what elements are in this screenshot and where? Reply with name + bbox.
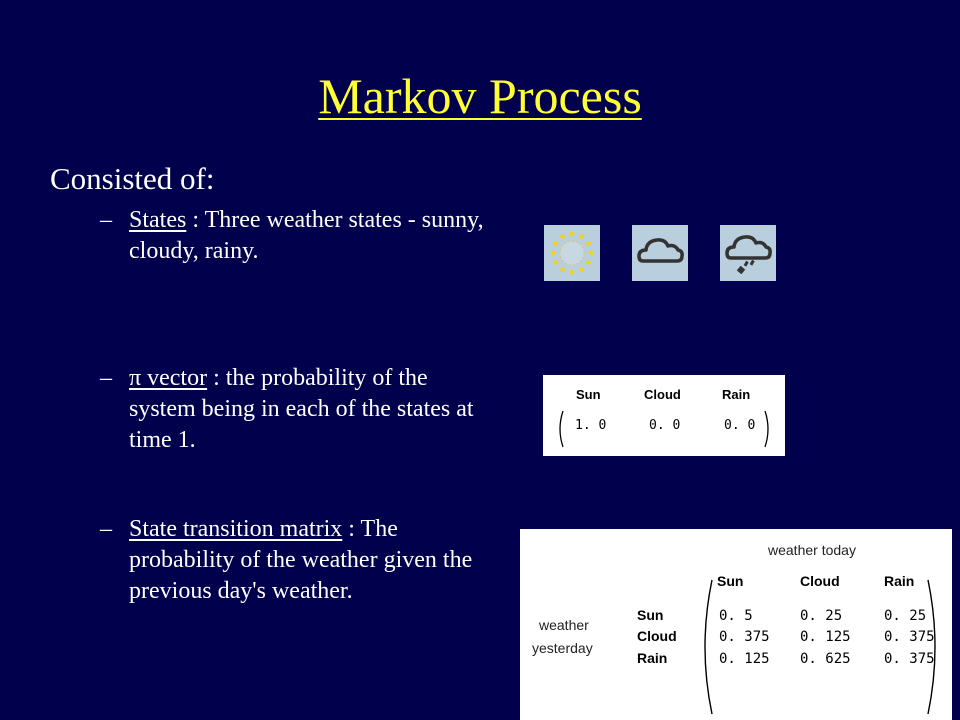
tm-cell: 0. 5	[719, 608, 753, 624]
bullet-dash: –	[100, 207, 112, 233]
bullet-states	[100, 205, 500, 267]
bullet-body	[129, 514, 500, 607]
pi-value-sun: 1. 0	[575, 418, 607, 433]
bullet-transition-matrix	[100, 514, 500, 607]
tm-cell: 0. 25	[884, 608, 927, 624]
bullet-text: : The probability of the weather given the previous day's weather.	[129, 516, 473, 604]
right-paren	[763, 409, 773, 449]
bullet-term: States	[129, 207, 187, 233]
tm-cell: 0. 375	[884, 629, 935, 645]
bullet-dash: –	[100, 365, 112, 391]
tm-cell: 0. 375	[719, 629, 770, 645]
bullet-dash: –	[100, 516, 112, 542]
transition-matrix-panel	[520, 529, 952, 720]
intro-text: Consisted of:	[50, 161, 215, 196]
bullet-body	[129, 363, 500, 456]
weather-today-label: weather today	[768, 542, 856, 558]
tm-header-rain: Rain	[884, 573, 915, 589]
sun-icon	[544, 225, 600, 281]
bullet-term: π vector	[129, 365, 208, 391]
left-paren	[555, 409, 565, 449]
weather-label: weather	[539, 617, 589, 633]
pi-value-rain: 0. 0	[724, 418, 756, 433]
tm-row-label-sun: Sun	[637, 607, 664, 623]
cloud-icon	[632, 225, 688, 281]
tm-cell: 0. 125	[800, 629, 851, 645]
tm-row-label-rain: Rain	[637, 650, 668, 666]
rain-cloud-icon	[720, 225, 776, 281]
bullet-text: : Three weather states - sunny, cloudy, rainy.	[129, 207, 484, 264]
matrix-left-paren	[696, 577, 716, 717]
pi-value-cloud: 0. 0	[649, 418, 681, 433]
tm-row-label-cloud: Cloud	[637, 628, 677, 644]
pi-header-cloud: Cloud	[644, 387, 681, 402]
tm-cell: 0. 375	[884, 651, 935, 667]
yesterday-label: yesterday	[532, 640, 593, 656]
pi-header-rain: Rain	[722, 387, 751, 402]
pi-vector-panel	[543, 375, 785, 456]
slide-title: Markov Process	[318, 68, 642, 124]
pi-header-sun: Sun	[576, 387, 601, 402]
tm-cell: 0. 125	[719, 651, 770, 667]
bullet-body	[129, 205, 500, 267]
bullet-term: State transition matrix	[129, 516, 343, 542]
tm-header-cloud: Cloud	[800, 573, 840, 589]
bullet-text: : the probability of the system being in each of the states at time 1.	[129, 365, 474, 453]
tm-header-sun: Sun	[717, 573, 744, 589]
tm-cell: 0. 25	[800, 608, 843, 624]
tm-cell: 0. 625	[800, 651, 851, 667]
bullet-pi-vector	[100, 363, 500, 456]
matrix-right-paren	[924, 577, 944, 717]
